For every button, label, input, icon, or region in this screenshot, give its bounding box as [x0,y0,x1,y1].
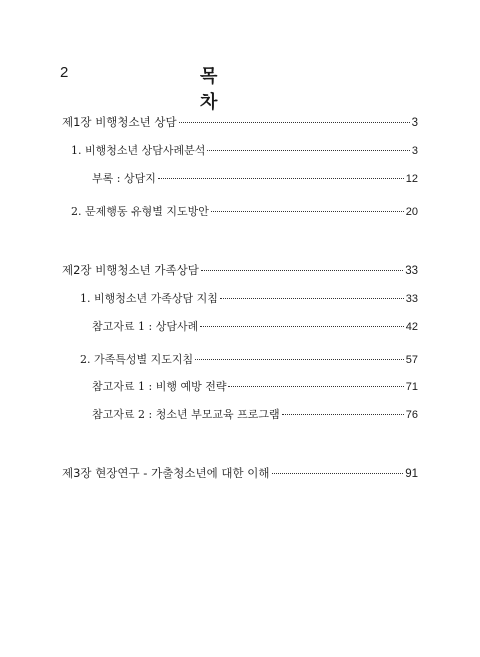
toc-entry-page: 91 [405,468,418,480]
toc-entry-label: 참고자료 2 : 청소년 부모교육 프로그램 [92,408,280,421]
toc-entry-label: 1. 비행청소년 가족상담 지침 [80,292,218,305]
toc-entry [62,262,418,278]
toc-entry [62,465,418,481]
toc-entry-page: 3 [411,145,418,157]
toc-entry-page: 33 [405,293,418,305]
toc-entry-page: 71 [405,381,418,393]
dot-leader [228,386,403,387]
dot-leader [179,122,410,123]
toc-entry-label: 1. 비행청소년 상담사례분석 [71,144,206,157]
toc-entry-label: 제1장 비행청소년 상담 [62,115,177,129]
dot-leader [220,298,404,299]
toc-entry-page: 33 [405,265,418,277]
toc-entry [92,378,418,394]
toc-entry-label: 2. 문제행동 유형별 지도방안 [71,205,209,218]
toc-entry [92,170,418,186]
toc-entry-page: 42 [405,321,418,333]
toc-entry [62,114,418,130]
toc-entry-page: 12 [405,173,418,185]
toc-entry-label: 제2장 비행청소년 가족상담 [62,263,199,277]
toc-entry [80,290,418,306]
toc-entry-label: 참고자료 1 : 비행 예방 전략 [92,380,227,393]
dot-leader [200,326,404,327]
toc-entry-page: 3 [411,117,418,129]
toc-entry-label: 참고자료 1 : 상담사례 [92,320,199,333]
toc-entry [92,406,418,422]
dot-leader [201,270,403,271]
dot-leader [272,473,404,474]
dot-leader [195,359,404,360]
toc-title: 목차 [200,66,244,113]
toc-entry-page: 76 [405,409,418,421]
toc-entry [80,351,418,367]
page-number: 2 [60,64,69,81]
dot-leader [158,178,404,179]
dot-leader [211,211,404,212]
toc-entry-page: 20 [405,206,418,218]
toc-entry-label: 제3장 현장연구 - 가출청소년에 대한 이해 [62,466,270,480]
toc-entry-label: 부록 : 상담지 [92,172,156,185]
toc-entry-page: 57 [405,354,418,366]
dot-leader [282,414,404,415]
toc-entry [71,203,418,219]
toc-entry-label: 2. 가족특성별 지도지침 [80,353,194,366]
toc-entry [92,318,418,334]
dot-leader [207,150,410,151]
toc-entry [71,142,418,158]
